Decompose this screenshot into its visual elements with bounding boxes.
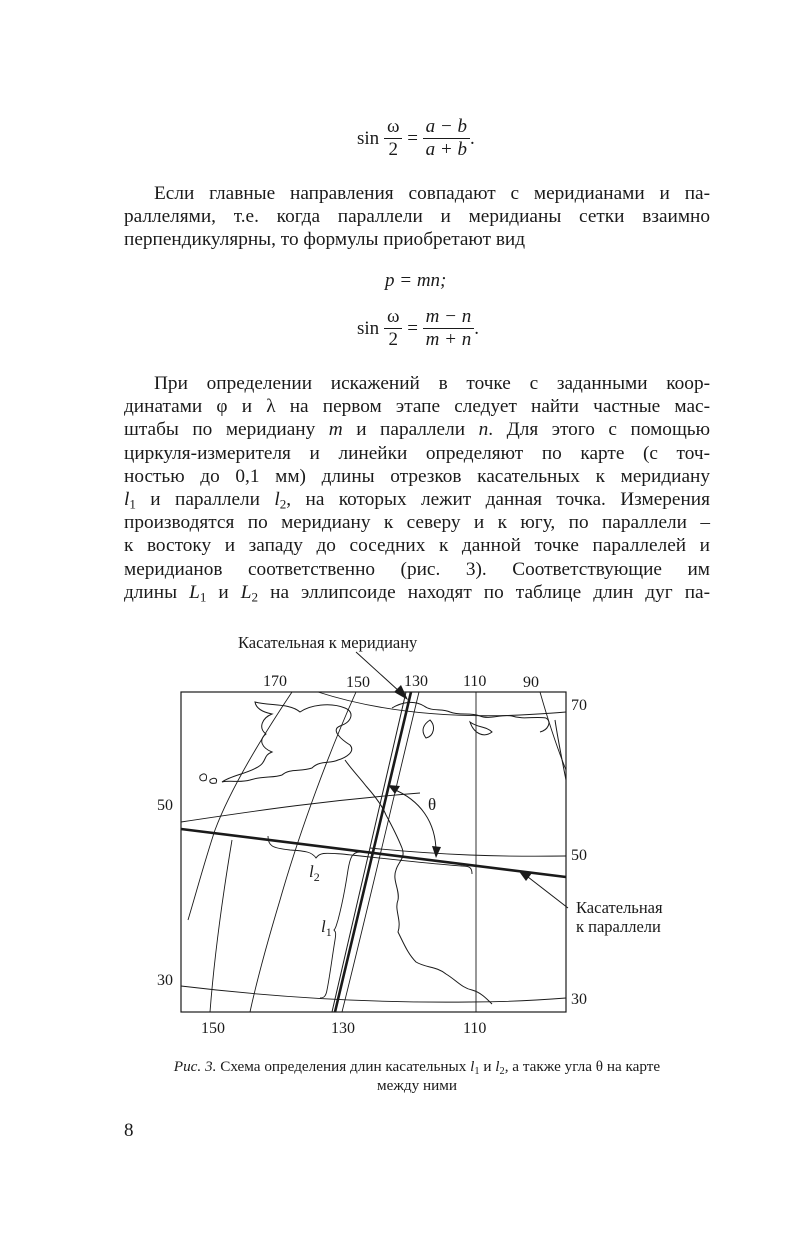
frac-num: m − n [423,306,475,329]
tick-right-30: 30 [571,991,587,1008]
coastline-alaska [222,702,352,782]
frac-den: 2 [388,329,398,350]
frac-den: m + n [425,329,472,350]
subscript: 1 [199,589,207,605]
label-l2 [309,862,320,884]
text-run: на эллипсоиде находят по таблице длин дуг па- [258,581,711,603]
tick-top-150: 150 [346,674,370,691]
text-run: , на которых лежит данная точка. Измерения [286,489,710,511]
tick-top-130: 130 [404,673,428,690]
text-run: l [124,489,130,511]
text-line: динатами φ и λ на первом этапе следует найти частные мас- [124,396,710,418]
parallel-tangent-line [181,829,566,877]
text-line: При определении искажений в точке с заданными коор- [154,373,710,394]
page-number: 8 [124,1120,134,1141]
tick-top-170: 170 [263,673,287,690]
equals-sign: = [407,127,418,149]
text-run: длины [124,581,190,603]
caption-s2: 2 [499,1065,505,1077]
caption-prefix: Рис. 3. [173,1058,217,1075]
text-line: к востоку и западу до соседних к данной точке параллелей и [124,535,710,557]
formula-text: p = mn; [385,270,447,291]
figure-caption [124,1057,710,1095]
tick-bottom-110: 110 [463,1020,487,1037]
theta-label: θ [428,795,437,814]
subscript: 1 [129,496,136,512]
caption-line2: между ними [377,1077,457,1094]
text-line: циркуля-измерителя и линейки определяют по карте (с точ- [124,442,710,464]
theta-arrowhead-bottom [432,846,441,858]
tick-right-50: 50 [571,847,587,864]
theta-arrowhead-top [388,785,400,794]
coastline-island-2 [210,778,217,783]
formula-fn: sin [357,317,380,339]
subscript: 2 [279,496,287,512]
tick-top-90: 90 [523,674,539,691]
text-run: и параллели [342,419,479,441]
period: . [470,127,475,149]
parallel-30 [181,986,566,1002]
text-run: m [328,419,343,441]
label-parallel-tangent-1: Касательная [576,898,663,917]
label-l1-letter: l [321,917,326,936]
caption-l1: l [470,1058,475,1075]
tick-left-50: 50 [157,797,173,814]
text-line: меридианов соответственно (рис. 3). Соответствующие им [124,558,710,580]
caption-text2: , а также угла θ на карте [504,1058,661,1075]
parallel-70 [318,692,566,716]
text-line: ностью до 0,1 мм) длины отрезков касательных к меридиану [124,465,710,487]
tick-bottom-130: 130 [331,1020,355,1037]
caption-and: и [479,1058,496,1075]
text-run: . Для этого с помощью [488,419,710,441]
text-run: n [478,419,489,441]
text-run: штабы по меридиану [124,419,329,441]
meridian-150 [250,692,356,1012]
label-l1 [321,917,332,939]
label-l1-sub: 1 [325,925,332,939]
frac-num: ω [384,116,403,139]
caption-l2: l [495,1058,500,1075]
text-run: l [274,489,280,511]
text-run: и параллели [135,489,275,511]
label-parallel-tangent-2: к параллели [576,917,661,936]
text-line: перпендикулярны, то формулы приобретают вид [124,229,526,251]
leader-parallel [528,877,568,908]
text-line: Если главные направления совпадают с меридианами и па- [154,183,710,204]
caption-text: Схема определения длин касательных [216,1058,471,1075]
tick-bottom-150: 150 [201,1020,225,1037]
formula-fn: sin [357,127,380,149]
frac-num: ω [384,306,403,329]
equals-sign: = [407,317,418,339]
label-meridian-tangent: Касательная к меридиану [238,633,418,652]
text-line: раллелями, т.е. когда параллели и меридианы сетки взаимно [124,206,710,228]
text-run: L [189,581,200,603]
coastline-island-1 [200,774,207,781]
frac-den: 2 [388,139,398,160]
frac-den: a + b [425,139,467,160]
subscript: 2 [251,589,259,605]
meridian-170 [188,692,292,920]
text-line: производятся по меридиану к северу и к югу, по параллели – [124,512,710,534]
label-l2-letter: l [309,862,314,881]
frac-num: a − b [423,116,470,139]
coastline-hudson [555,720,566,780]
text-run: и [206,581,241,603]
tick-right-70: 70 [571,697,587,714]
meridian-130 [342,692,419,1012]
text-run: L [240,581,252,603]
label-l2-sub: 2 [313,870,320,884]
period: . [474,317,479,339]
tick-top-110: 110 [463,673,487,690]
meridian-150b [210,840,232,1012]
caption-s1: 1 [474,1065,480,1077]
tick-left-30: 30 [157,972,173,989]
